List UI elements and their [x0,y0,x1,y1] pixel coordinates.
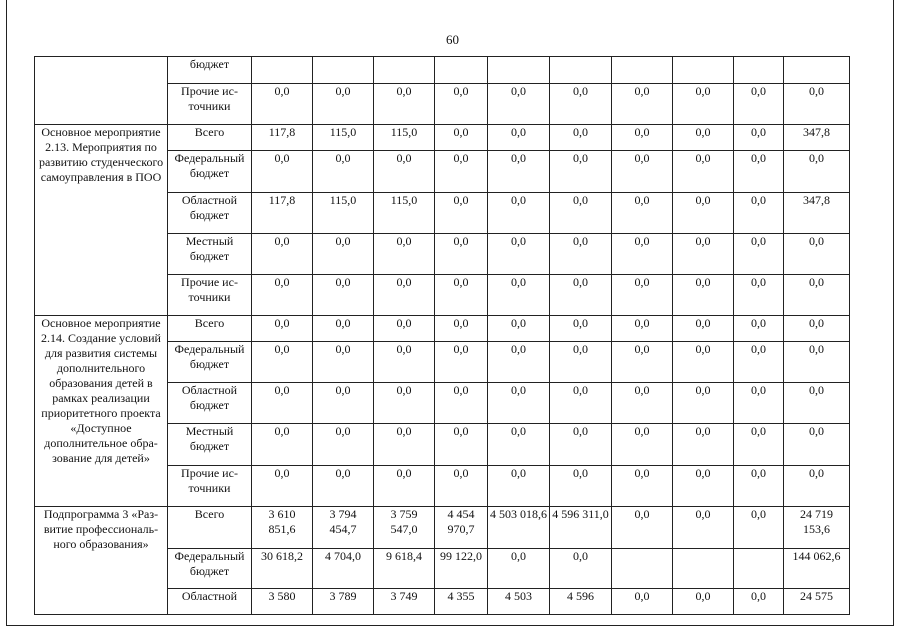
value-cell: 0,0 [673,466,734,507]
value-cell: 0,0 [550,342,612,383]
value-cell: 0,0 [734,193,784,234]
value-cell [734,549,784,589]
value-cell: 0,0 [673,234,734,275]
value-cell: 0,0 [612,589,673,615]
value-cell: 0,0 [488,193,550,234]
value-cell: 0,0 [612,84,673,125]
page-frame-bottom [6,625,894,626]
value-cell: 4 355 [435,589,488,615]
value-cell: 0,0 [252,424,313,466]
value-cell: 3 749 [374,589,435,615]
value-cell: 0,0 [374,275,435,316]
value-cell: 0,0 [734,589,784,615]
value-cell: 0,0 [374,466,435,507]
table-row [35,507,850,549]
value-cell: 0,0 [252,234,313,275]
value-cell: 0,0 [313,84,374,125]
value-cell [374,57,435,84]
value-cell: 0,0 [612,342,673,383]
value-cell: 0,0 [784,316,850,342]
value-cell: 0,0 [550,234,612,275]
value-cell: 0,0 [784,466,850,507]
value-cell: 0,0 [550,84,612,125]
value-cell: 0,0 [612,193,673,234]
value-cell: 0,0 [488,151,550,193]
funding-source-cell: Областной бюджет [168,383,252,424]
value-cell: 3 580 [252,589,313,615]
value-cell: 0,0 [435,383,488,424]
value-cell: 0,0 [673,275,734,316]
value-cell: 0,0 [673,151,734,193]
value-cell: 0,0 [673,424,734,466]
value-cell: 0,0 [435,84,488,125]
value-cell: 3 794 454,7 [313,507,374,549]
page-frame-right [893,0,894,626]
funding-source-cell: Местный бюджет [168,424,252,466]
value-cell: 30 618,2 [252,549,313,589]
value-cell [673,57,734,84]
value-cell: 0,0 [435,466,488,507]
value-cell: 0,0 [374,383,435,424]
table-row [35,125,850,151]
value-cell: 0,0 [488,234,550,275]
value-cell: 117,8 [252,125,313,151]
value-cell: 99 122,0 [435,549,488,589]
measure-label: Подпрограмма 3 «Развитие профессионального образования» [35,507,168,615]
value-cell: 0,0 [612,424,673,466]
value-cell: 0,0 [550,549,612,589]
value-cell: 3 610 851,6 [252,507,313,549]
funding-source-cell: Прочие источники [168,84,252,125]
value-cell: 0,0 [734,342,784,383]
value-cell: 3 789 [313,589,374,615]
value-cell: 0,0 [673,383,734,424]
value-cell: 0,0 [734,424,784,466]
value-cell: 0,0 [612,316,673,342]
funding-source-cell: Всего [168,125,252,151]
value-cell: 4 503 [488,589,550,615]
value-cell: 0,0 [374,151,435,193]
value-cell: 0,0 [435,316,488,342]
value-cell [612,57,673,84]
value-cell: 0,0 [550,125,612,151]
value-cell: 0,0 [734,507,784,549]
funding-source-cell: Всего [168,507,252,549]
value-cell: 3 759 547,0 [374,507,435,549]
value-cell: 0,0 [488,125,550,151]
value-cell: 115,0 [374,125,435,151]
value-cell: 0,0 [488,275,550,316]
value-cell: 0,0 [488,342,550,383]
value-cell: 0,0 [374,84,435,125]
value-cell: 0,0 [252,84,313,125]
value-cell: 4 454 970,7 [435,507,488,549]
value-cell: 0,0 [313,316,374,342]
value-cell: 0,0 [784,84,850,125]
value-cell: 0,0 [488,466,550,507]
value-cell: 0,0 [252,151,313,193]
funding-source-cell: Федеральный бюджет [168,549,252,589]
value-cell: 0,0 [313,342,374,383]
value-cell: 0,0 [488,383,550,424]
value-cell: 0,0 [550,383,612,424]
value-cell [435,57,488,84]
value-cell: 0,0 [252,466,313,507]
value-cell: 0,0 [313,383,374,424]
value-cell: 0,0 [784,383,850,424]
funding-source-cell: Всего [168,316,252,342]
value-cell [252,57,313,84]
value-cell: 4 596 [550,589,612,615]
value-cell: 0,0 [673,316,734,342]
value-cell: 144 062,6 [784,549,850,589]
value-cell: 0,0 [734,84,784,125]
value-cell: 0,0 [673,193,734,234]
value-cell: 0,0 [612,275,673,316]
value-cell: 0,0 [435,151,488,193]
value-cell: 0,0 [784,424,850,466]
value-cell: 0,0 [734,234,784,275]
value-cell: 0,0 [734,383,784,424]
value-cell: 0,0 [612,151,673,193]
funding-source-cell: Областной бюджет [168,193,252,234]
value-cell: 0,0 [612,234,673,275]
value-cell: 0,0 [550,424,612,466]
value-cell: 0,0 [673,125,734,151]
value-cell: 0,0 [612,507,673,549]
value-cell: 4 503 018,6 [488,507,550,549]
value-cell: 0,0 [550,316,612,342]
value-cell: 0,0 [784,151,850,193]
value-cell: 0,0 [374,342,435,383]
value-cell [488,57,550,84]
value-cell: 0,0 [612,466,673,507]
funding-source-cell: Прочие источники [168,275,252,316]
value-cell [673,549,734,589]
funding-source-cell: бюджет [168,57,252,84]
budget-table [34,56,850,615]
value-cell: 0,0 [488,424,550,466]
value-cell: 0,0 [313,234,374,275]
value-cell: 0,0 [734,151,784,193]
value-cell: 0,0 [784,234,850,275]
funding-source-cell: Областной [168,589,252,615]
value-cell: 0,0 [252,383,313,424]
value-cell: 0,0 [313,424,374,466]
table-row [35,57,850,84]
value-cell: 24 575 [784,589,850,615]
value-cell: 0,0 [313,275,374,316]
value-cell: 115,0 [374,193,435,234]
value-cell: 4 596 311,0 [550,507,612,549]
value-cell: 0,0 [374,234,435,275]
value-cell: 0,0 [435,424,488,466]
value-cell: 115,0 [313,193,374,234]
value-cell [784,57,850,84]
funding-source-cell: Прочие источники [168,466,252,507]
funding-source-cell: Федеральный бюджет [168,151,252,193]
value-cell: 24 719 153,6 [784,507,850,549]
value-cell: 0,0 [784,342,850,383]
value-cell: 0,0 [435,125,488,151]
value-cell: 0,0 [784,275,850,316]
value-cell: 0,0 [488,84,550,125]
value-cell: 0,0 [435,193,488,234]
value-cell: 0,0 [488,316,550,342]
value-cell: 0,0 [673,507,734,549]
value-cell: 0,0 [313,151,374,193]
value-cell: 0,0 [252,275,313,316]
value-cell: 0,0 [550,466,612,507]
value-cell: 347,8 [784,125,850,151]
value-cell: 0,0 [435,234,488,275]
funding-source-cell: Местный бюджет [168,234,252,275]
table-row [35,316,850,342]
value-cell [734,57,784,84]
value-cell: 0,0 [734,125,784,151]
value-cell: 0,0 [673,589,734,615]
value-cell [313,57,374,84]
value-cell: 4 704,0 [313,549,374,589]
funding-source-cell: Федеральный бюджет [168,342,252,383]
value-cell: 0,0 [673,342,734,383]
value-cell: 0,0 [488,549,550,589]
page-frame-left [6,0,7,626]
value-cell: 0,0 [550,275,612,316]
value-cell: 0,0 [612,383,673,424]
value-cell: 0,0 [252,316,313,342]
value-cell: 0,0 [435,342,488,383]
value-cell: 0,0 [374,424,435,466]
page-number: 60 [446,32,459,47]
value-cell: 0,0 [550,193,612,234]
value-cell: 115,0 [313,125,374,151]
measure-label: Основное мероприятие 2.14. Создание условий для развития системы дополнительного образования детей в рамках реализации приоритетного проекта «Доступное дополнительное образование для детей» [35,316,168,507]
value-cell [612,549,673,589]
measure-label [35,57,168,125]
value-cell: 0,0 [374,316,435,342]
value-cell: 347,8 [784,193,850,234]
value-cell: 117,8 [252,193,313,234]
value-cell: 0,0 [252,342,313,383]
value-cell: 0,0 [734,466,784,507]
measure-label: Основное мероприятие 2.13. Мероприятия по развитию студенческого самоуправления в ПОО [35,125,168,316]
value-cell: 0,0 [612,125,673,151]
value-cell: 9 618,4 [374,549,435,589]
value-cell: 0,0 [313,466,374,507]
value-cell: 0,0 [734,275,784,316]
value-cell: 0,0 [673,84,734,125]
value-cell [550,57,612,84]
value-cell: 0,0 [550,151,612,193]
value-cell: 0,0 [435,275,488,316]
value-cell: 0,0 [734,316,784,342]
